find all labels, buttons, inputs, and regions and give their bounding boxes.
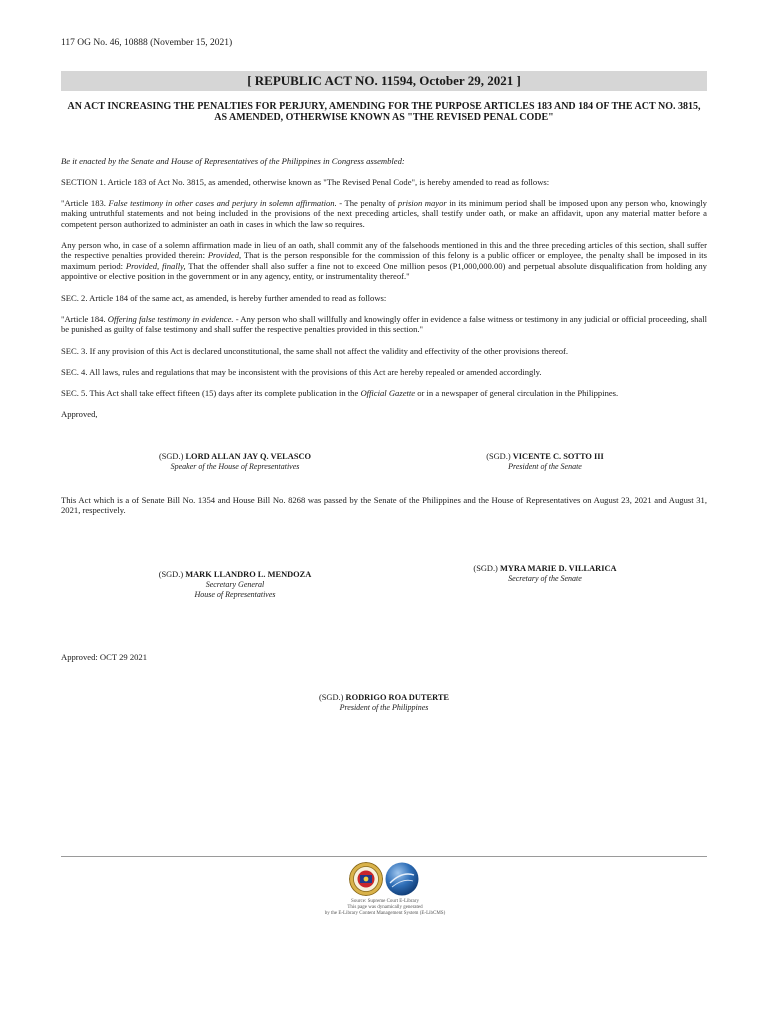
- signature-duterte: [269, 693, 499, 713]
- signature-sotto: [430, 452, 660, 472]
- footer-line-3: by the E-Library Content Management System (E-LibCMS): [324, 911, 446, 917]
- article-183-lead: "Article 183.: [61, 198, 109, 208]
- article-183: [61, 198, 707, 229]
- signatory-role: House of Representatives: [194, 590, 276, 599]
- signatory-role: President of the Senate: [508, 462, 582, 471]
- approved-date: Approved: OCT 29 2021: [61, 652, 148, 662]
- sgd-label: (SGD.): [473, 564, 500, 573]
- elibrary-globe-icon: [385, 862, 419, 896]
- section-5: [61, 388, 707, 398]
- citation: 117 OG No. 46, 10888 (November 15, 2021): [61, 38, 233, 48]
- article-183-term: prision mayor: [397, 198, 447, 208]
- signatory-name: MYRA MARIE D. VILLARICA: [499, 564, 617, 573]
- approved-label: Approved,: [61, 409, 98, 419]
- enacting-clause-text: Be it enacted by the Senate and House of Representatives of the Philippines in Congress assembled:: [61, 156, 405, 166]
- supreme-court-seal-icon: [349, 862, 383, 896]
- section-4: SEC. 4. All laws, rules and regulations that may be inconsistent with the provisions of this Act are hereby repealed or amended accordingly.: [61, 367, 542, 377]
- signatory-role: Secretary of the Senate: [508, 574, 582, 583]
- footer-line-2: This page was dynamically generated: [347, 905, 423, 911]
- article-184-text: - Any person who shall willfully and knowingly offer in evidence a false witness or testimony in any judicial or official proceeding, shall be punished as guilty of false testimony and shall suffer the respective penalties provided in this section.": [61, 314, 707, 335]
- signatory-name: VICENTE C. SOTTO III: [512, 452, 604, 461]
- article-184-heading: Offering false testimony in evidence.: [107, 314, 234, 324]
- sgd-label: (SGD.): [318, 693, 346, 702]
- section-2: SEC. 2. Article 184 of the same act, as amended, is hereby further amended to read as follows:: [61, 293, 387, 303]
- document-title: [ REPUBLIC ACT NO. 11594, October 29, 2021 ]: [61, 71, 707, 91]
- act-subtitle: AN ACT INCREASING THE PENALTIES FOR PERJURY, AMENDING FOR THE PURPOSE ARTICLES 183 AND 184 OF THE ACT NO. 3815, AS AMENDED, OTHERWISE KNOWN AS "THE REVISED PENAL CODE": [67, 101, 701, 123]
- para2-text-b: That is the person responsible for the commission of this felony is a public officer or employee, the penalty shall be imposed in its maximum period:: [61, 250, 707, 271]
- footer-divider: [61, 856, 707, 857]
- para2-proviso-1: Provided,: [207, 250, 242, 261]
- footer-line-1: Source: Supreme Court E-Library: [351, 899, 419, 904]
- section-3: SEC. 3. If any provision of this Act is declared unconstitutional, the same shall not affect the validity and effectivity of the other provisions thereof.: [61, 346, 569, 356]
- article-184: [61, 314, 707, 335]
- article-183-text-a: - The penalty of: [336, 198, 398, 208]
- signatory-role: Speaker of the House of Representatives: [170, 462, 300, 471]
- para2-proviso-2: Provided, finally,: [125, 260, 186, 271]
- official-gazette: Official Gazette: [360, 388, 416, 398]
- article-183-text-b: in its minimum period shall be imposed upon any person who, knowingly making untruthful statements and not being included in the provisions of the next preceding articles, shall testify under oath, or make an affidavit, upon any material matter before a competent person authorized to administer an oath in cases in which the law so requires.: [61, 198, 707, 229]
- section-5-text-b: or in a newspaper of general circulation in the Philippines.: [415, 388, 619, 398]
- signature-villarica: [430, 564, 660, 584]
- sgd-label: (SGD.): [158, 452, 186, 461]
- signatory-name: LORD ALLAN JAY Q. VELASCO: [185, 452, 312, 461]
- sgd-label: (SGD.): [158, 570, 186, 579]
- signatory-name: RODRIGO ROA DUTERTE: [345, 693, 449, 702]
- section-5-text-a: SEC. 5. This Act shall take effect fifteen (15) days after its complete publication in the: [61, 388, 361, 398]
- signature-velasco: [120, 452, 350, 472]
- paragraph-solemn-affirmation: [61, 240, 707, 282]
- enacting-clause: [61, 156, 707, 166]
- article-183-heading: False testimony in other cases and perjury in solemn affirmation.: [108, 198, 337, 208]
- passage-note: This Act which is a of Senate Bill No. 1354 and House Bill No. 8268 was passed by the Senate of the Philippines and the House of Representatives on August 23, 2021 and August 31, 2021, respectively.: [61, 495, 707, 516]
- signature-mendoza: [120, 570, 350, 600]
- article-184-lead: "Article 184.: [61, 314, 108, 324]
- signatory-role: Secretary General: [205, 580, 265, 589]
- signatory-name: MARK LLANDRO L. MENDOZA: [185, 570, 312, 579]
- para2-text-a: Any person who, in case of a solemn affirmation made in lieu of an oath, shall commit any of the falsehoods mentioned in this and the three preceding articles of this section, shall suffer the respective penalties provided therein:: [61, 240, 707, 261]
- footer-source: [280, 899, 490, 918]
- para2-text-c: That the offender shall also suffer a fine not to exceed One million pesos (P1,000,000.00) and perpetual absolute disqualification from holding any appointive or elective position in the government or in any agency, entity, or instrumentality thereof.": [61, 260, 707, 282]
- signatory-role: President of the Philippines: [339, 703, 429, 712]
- section-1: SECTION 1. Article 183 of Act No. 3815, as amended, otherwise known as "The Revised Penal Code", is hereby amended to read as follows:: [61, 177, 550, 187]
- sgd-label: (SGD.): [486, 452, 513, 461]
